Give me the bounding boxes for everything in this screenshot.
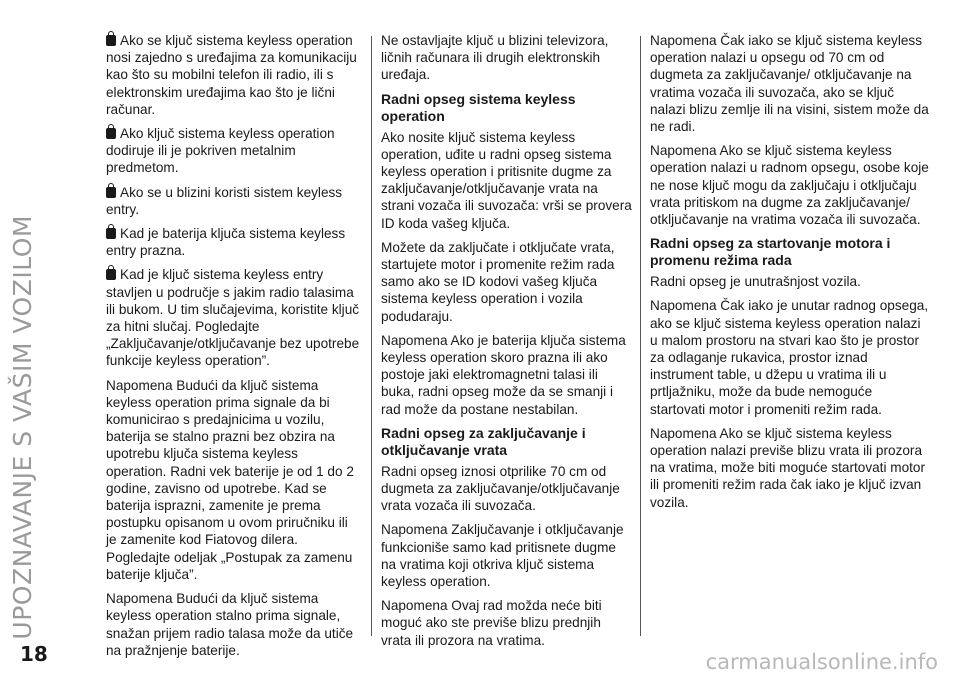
watermark-text: carmanualsonline.info [705, 650, 938, 674]
section-heading: Radni opseg sistema keyless operation [381, 90, 576, 124]
note-paragraph: Napomena Čak iako se ključ sistema keyless operation nalazi u opsegu od 70 cm od dugmeta za zaključavanje/ otključavanje na vratima vozača ili suvozača, ako se ključ nalazi blizu zemlje ili na visini, sistem može da ne radi. [650, 33, 929, 135]
note-paragraph: Napomena Budući da ključ sistema keyless operation prima signale da bi komunicirao s predajnicima u vozilu, baterija se stalno prazni bez obzira na upotrebu ključa sistema keyless operation. Radni vek baterije je od 1 do 2 godine, zavisno od upotrebe. Kad se baterija isprazni, zamenite je prema postupku opisanom u ovom priručniku ili je zamenite kod Fiatovog dilera. Pogledajte odeljak „Postupak za zamenu baterije ključa”. [106, 377, 354, 582]
key-icon [106, 187, 116, 198]
section-heading: Radni opseg za zaključavanje i otključavanje vrata [381, 424, 586, 458]
bullet-item: Ako se u blizini koristi sistem keyless entry. [106, 184, 343, 217]
note-paragraph: Napomena Ako se ključ sistema keyless operation nalazi u radnom opsegu, osobe koje ne nose ključ mogu da zaključaju i otključaju vrata pritiskom na dugme za zaključavanje/ otključavanje na vratima vozača ili suvozača. [650, 143, 929, 228]
page-number: 18 [20, 642, 48, 666]
column-divider [640, 36, 641, 636]
key-icon [106, 35, 116, 46]
note-paragraph: Napomena Čak iako je unutar radnog opsega, ako se ključ sistema keyless operation nalazi u malom prostoru na stvari kao što je prostor za odlaganje rukavica, prostor iznad instrument table, u džepu u vratima ili u prtljažniku, može da bude nemoguće startovati motor i promeniti režim rada. [650, 298, 929, 417]
paragraph: Možete da zaključate i otključate vrata, startujete motor i promenite režim rada samo ako se ID kodovi vašeg ključa sistema keyless operation i vozila podudaraju. [381, 239, 615, 324]
key-icon [106, 128, 116, 139]
column-2 [381, 32, 633, 656]
paragraph: Radni opseg je unutrašnjost vozila. [650, 274, 861, 290]
side-title-text: UPOZNAVANJE S VAŠIM VOZILOM [7, 215, 37, 640]
bullet-item: Ako se ključ sistema keyless operation nosi zajedno s uređajima za komunikaciju kao što su mobilni telefon ili radio, ili s elektronskim uređajima kao što je lični računar. [106, 33, 357, 117]
column-3 [650, 32, 930, 518]
paragraph: Ne ostavljajte ključ u blizini televizora, ličnih računara ili drugih elektronskih uređaja. [381, 33, 609, 83]
note-paragraph: Napomena Budući da ključ sistema keyless operation stalno prima signale, snažan prijem radio talasa može da utiče na pražnjenje baterije. [106, 591, 354, 658]
column-1 [106, 32, 362, 666]
section-heading: Radni opseg za startovanje motora i promenu režima rada [650, 235, 891, 269]
note-paragraph: Napomena Ako se ključ sistema keyless operation nalazi previše blizu vrata ili prozora na vratima, može biti moguće startovati motor ili promeniti režim rada čak iako je ključ izvan vozila. [650, 425, 926, 510]
note-paragraph: Napomena Ovaj rad možda neće biti moguć ako ste previše blizu prednjih vrata ili prozora na vratima. [381, 598, 602, 648]
paragraph: Ako nosite ključ sistema keyless operation, uđite u radni opseg sistema keyless operation i pritisnite dugme za zaključavanje/otključavanje vrata na strani vozača ili suvozača: vrši se provera ID koda vašeg ključa. [381, 129, 632, 231]
note-paragraph: Napomena Ako je baterija ključa sistema keyless operation skoro prazna ili ako postoje jaki elektromagnetni talasi ili buka, radni opseg može da se smanji i rad može da postane nestabilan. [381, 332, 626, 417]
bullet-item: Kad je ključ sistema keyless entry stavljen u područje s jakim radio talasima ili bukom. U tim slučajevima, koristite ključ za hitni slučaj. Pogledajte „Zaključavanje/otključavanje bez upotrebe funkcije keyless operation”. [106, 267, 360, 369]
bullet-item: Ako ključ sistema keyless operation dodiruje ili je pokriven metalnim predmetom. [106, 126, 335, 176]
key-icon [106, 269, 116, 280]
column-divider [371, 36, 372, 636]
paragraph: Radni opseg iznosi otprilike 70 cm od dugmeta za zaključavanje/otključavanje vrata vozača ili suvozača. [381, 463, 620, 514]
bullet-item: Kad je baterija ključa sistema keyless entry prazna. [106, 226, 346, 259]
side-section-title [4, 30, 40, 640]
key-icon [106, 228, 116, 239]
note-paragraph: Napomena Zaključavanje i otključavanje funkcioniše samo kad pritisnete dugme na vratima koji otkriva ključ sistema keyless operation. [381, 522, 624, 590]
